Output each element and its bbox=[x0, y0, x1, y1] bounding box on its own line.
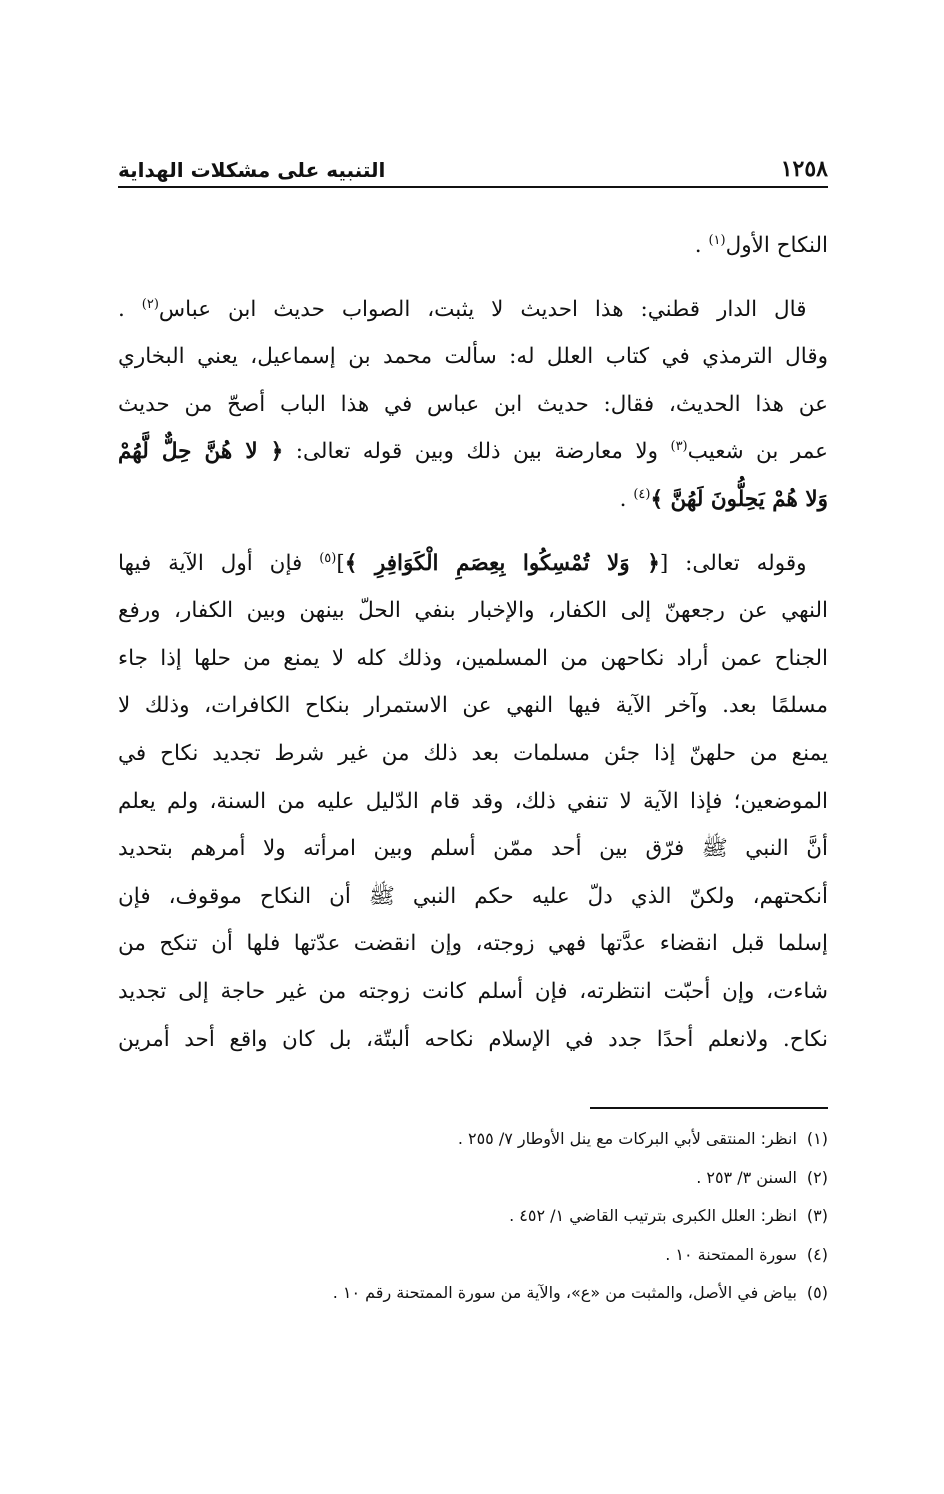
text-line: عن هذا الحديث، فقال: حديث ابن عباس في هذا الباب أصحّ من حديث bbox=[118, 391, 828, 417]
book-title: التنبيه على مشكلات الهداية bbox=[118, 158, 386, 182]
footnote-text: سورة الممتحنة ١٠ . bbox=[665, 1244, 797, 1264]
footnote-3 bbox=[118, 1197, 828, 1236]
footnote-marker: (٤) bbox=[633, 486, 651, 502]
footnote-number: (١) bbox=[806, 1129, 828, 1148]
footnote-number: (٥) bbox=[806, 1283, 828, 1302]
quran-verse: وَلا هُمْ يَحِلُّونَ لَهُنَّ ﴾ bbox=[650, 486, 828, 512]
text-line: نكاح. ولانعلم أحدًا جدد في الإسلام نكاحه ألبتّة، بل كان واقع أحد أمرين bbox=[118, 1026, 828, 1052]
footnote-number: (٣) bbox=[806, 1206, 828, 1225]
text-line: إسلما قبل انقضاء عدَّتها فهي زوجته، وإن انقضت عدّتها فلها أن تنكح من bbox=[118, 931, 828, 957]
footnote-text: انظر: العلل الكبرى بترتيب القاضي ١/ ٤٥٢ . bbox=[509, 1206, 797, 1225]
paragraph-3 bbox=[118, 540, 828, 1064]
footnote-2 bbox=[118, 1159, 828, 1198]
main-text bbox=[118, 222, 828, 1063]
running-header bbox=[118, 146, 828, 182]
footnote-divider bbox=[590, 1107, 828, 1109]
text-line: النكاح الأول$^{(١)}$ . bbox=[694, 232, 828, 258]
footnote-marker: (١) bbox=[708, 232, 726, 248]
footnote-5 bbox=[118, 1274, 828, 1313]
text-line: وقال الترمذي في كتاب العلل له: سألت محمد بن إسماعيل، يعني البخاري bbox=[118, 344, 828, 370]
text-line: النهي عن رجعهنّ إلى الكفار، والإخبار بنفي الحلّ بينهن وبين الكفار، ورفع bbox=[118, 598, 828, 624]
footnote-marker: (٥) bbox=[319, 550, 337, 566]
text-line: وقوله تعالى: [﴿ وَلا تُمْسِكُوا بِعِصَمِ الْكَوَافِرِ ﴾]$^{(٥)}$ فإن أول الآية فيها bbox=[118, 550, 807, 576]
footnote-marker: (٢) bbox=[141, 296, 159, 312]
header-divider bbox=[118, 186, 828, 188]
quran-verse: ﴿ لا هُنَّ حِلٌّ لَّهُمْ bbox=[118, 439, 284, 465]
footnote-4 bbox=[118, 1236, 828, 1275]
text-line: يمنع من حلهنّ إذا جئن مسلمات بعد ذلك من غير شرط تجديد نكاح في bbox=[118, 740, 828, 766]
footnote-number: (٢) bbox=[806, 1167, 828, 1187]
text-line: شاءت، وإن أحبّت انتظرته، فإن أسلم كانت زوجته من غير حاجة إلى تجديد bbox=[118, 978, 828, 1004]
footnote-text: السنن ٣/ ٢٥٣ . bbox=[696, 1167, 797, 1187]
footnotes bbox=[118, 1120, 828, 1313]
footnote-text: انظر: المنتقى لأبي البركات مع ينل الأوطار ٧/ ٢٥٥ . bbox=[457, 1129, 797, 1148]
text-line: قال الدار قطني: هذا احديث لا يثبت، الصواب حديث ابن عباس$^{(٢)}$ . bbox=[118, 296, 807, 322]
text-line: وَلا هُمْ يَحِلُّونَ لَهُنَّ ﴾$^{(٤)}$ . bbox=[619, 486, 828, 512]
footnote-1 bbox=[118, 1120, 828, 1159]
paragraph-2 bbox=[118, 286, 828, 524]
quran-verse: ﴿ وَلا تُمْسِكُوا بِعِصَمِ الْكَوَافِرِ ﴾ bbox=[344, 550, 660, 576]
text-line: عمر بن شعيب$^{(٣)}$ ولا معارضة بين ذلك وبين قوله تعالى: ﴿ لا هُنَّ حِلٌّ لَّهُمْ bbox=[118, 439, 828, 465]
text-line: أنكحتهم، ولكنّ الذي دلّ عليه حكم النبي ﷺ أن النكاح موقوف، فإن bbox=[118, 883, 828, 909]
text-line: الجناح عمن أراد نكاحهن من المسلمين، وذلك كله لا يمنع من حلها إذا جاء bbox=[118, 645, 828, 671]
paragraph-1 bbox=[118, 222, 828, 270]
text-line: الموضعين؛ فإذا الآية لا تنفي ذلك، وقد قام الدّليل عليه من السنة، ولم يعلم bbox=[118, 788, 828, 814]
footnote-number: (٤) bbox=[806, 1244, 828, 1264]
text-line: مسلمًا بعد. وآخر الآية فيها النهي عن الاستمرار بنكاح الكافرات، وذلك لا bbox=[118, 693, 828, 719]
page-number: ١٢٥٨ bbox=[780, 156, 828, 182]
footnote-text: بياض في الأصل، والمثبت من «ع»، والآية من سورة الممتحنة رقم ١٠ . bbox=[332, 1283, 797, 1302]
text-line: أنَّ النبي ﷺ فرّق بين أحد ممّن أسلم وبين امرأته ولا أمرهم بتحديد bbox=[118, 836, 828, 862]
footnote-marker: (٣) bbox=[670, 439, 688, 455]
